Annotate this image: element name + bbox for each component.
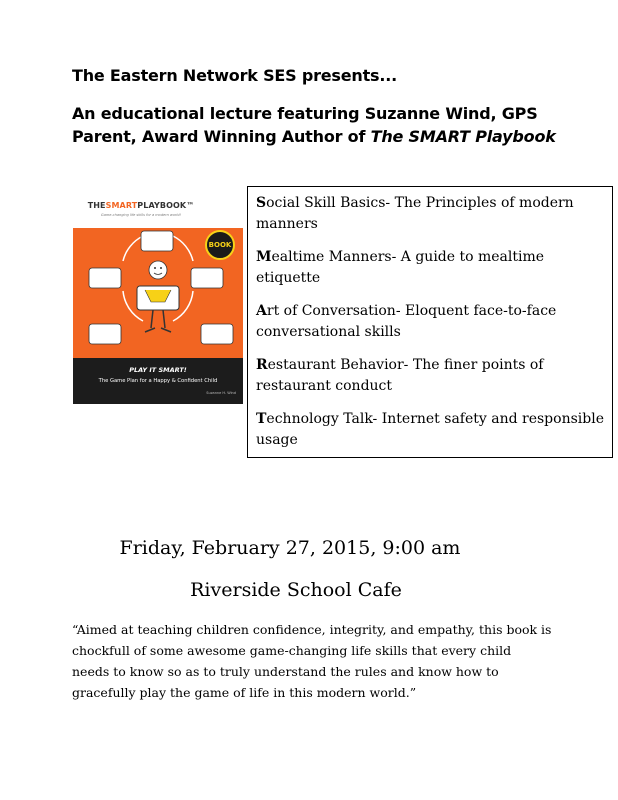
cover-play-line: PLAY IT SMART! [129, 366, 187, 374]
topic-initial: T [256, 411, 267, 427]
figure-eye [154, 267, 156, 269]
phone-screen [89, 324, 121, 344]
event-headline [72, 102, 562, 148]
topic-initial: R [256, 357, 268, 373]
cover-plan-line: The Game Plan for a Happy & Confident Child [98, 378, 218, 384]
figure-leg [151, 310, 153, 328]
topic-restaurant-behavior [256, 355, 606, 397]
topic-initial: M [256, 249, 272, 265]
figure-foot [145, 328, 155, 332]
intro-line: The Eastern Network SES presents... [72, 66, 398, 85]
cover-illustration [73, 186, 243, 358]
topic-text: ealtime Manners- A guide to mealtime etiquette [256, 249, 545, 286]
flow-arrow [123, 236, 143, 261]
topic-text: ocial Skill Basics- The Principles of modern manners [256, 195, 574, 232]
phone-screen [201, 324, 233, 344]
figure-head [149, 261, 167, 279]
phone-screen [141, 231, 173, 251]
phone-screen [89, 268, 121, 288]
flow-arrow [173, 236, 193, 261]
book-cover-image [73, 186, 243, 404]
book-title: The SMART Playbook [370, 127, 556, 146]
topic-initial: S [256, 195, 267, 211]
headline-lead: An educational lecture featuring Suzanne Wind, GPS Parent, Award Winning Author of [72, 104, 538, 146]
figure-leg [163, 310, 165, 328]
topic-text: estaurant Behavior- The finer points of restaurant conduct [256, 357, 544, 394]
event-date-time: Friday, February 27, 2015, 9:00 am [119, 537, 461, 559]
topic-mealtime-manners [256, 247, 606, 289]
award-badge [205, 230, 235, 260]
cover-brand-playbook: PLAYBOOK [137, 201, 187, 210]
topic-technology-talk [256, 409, 606, 451]
cover-brand-the: THE [87, 201, 106, 210]
figure-foot [161, 328, 171, 332]
topics-box [247, 186, 613, 458]
topic-art-of-conversation [256, 301, 606, 343]
topic-initial: A [256, 303, 267, 319]
cover-tagline: Game-changing life skills for a modern world! [101, 213, 181, 217]
topic-social-skills [256, 193, 606, 235]
cover-brand-smart: SMART [105, 201, 138, 210]
cover-brand-tm: ™ [186, 201, 195, 210]
topic-text: rt of Conversation- Eloquent face-to-face conversational skills [256, 303, 557, 340]
event-venue: Riverside School Cafe [190, 579, 402, 601]
topic-text: echnology Talk- Internet safety and responsible usage [256, 411, 604, 448]
award-badge-text: BOOK [208, 241, 232, 249]
book-quote: “Aimed at teaching children confidence, integrity, and empathy, this book is chockfull of some awesome game-changing life skills that every child needs to know so as to truly understand the rules and know how to gracefully play the game of life in this modern world.” [72, 622, 552, 700]
cover-footer [73, 358, 243, 404]
cover-author: Suzanne H. Wind [206, 391, 236, 395]
figure-eye [160, 267, 162, 269]
phone-screen [191, 268, 223, 288]
